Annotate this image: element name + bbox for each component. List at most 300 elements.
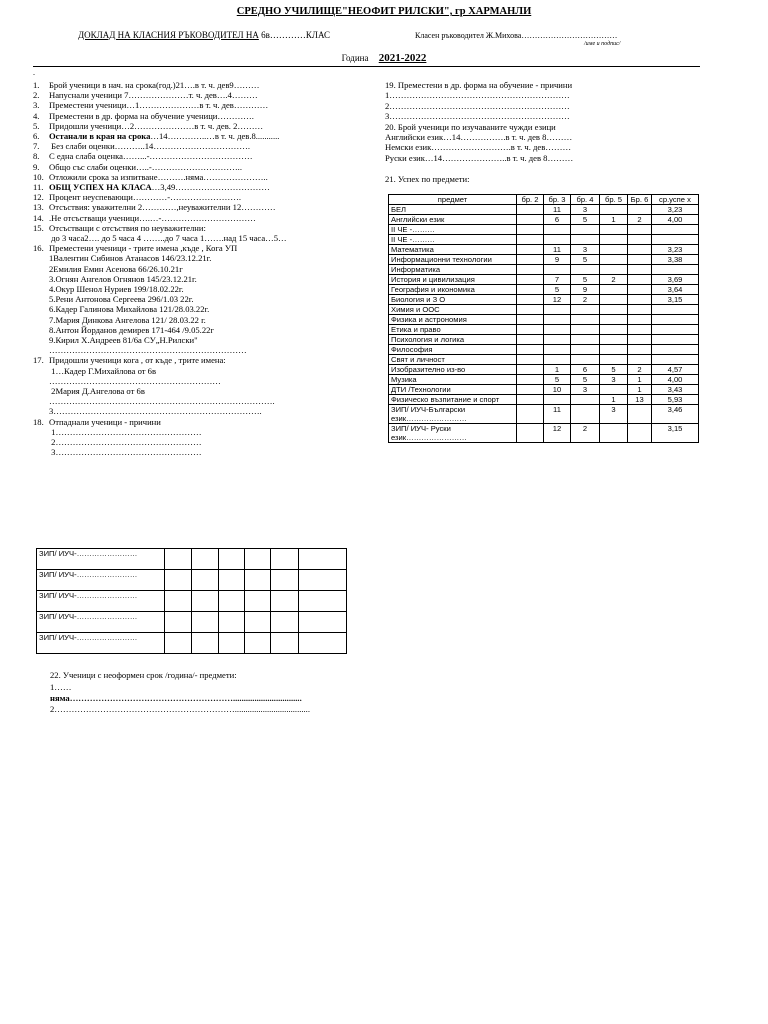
subject-value-cell [517,345,544,355]
subject-value-cell [628,205,652,215]
subject-value-cell [652,225,699,235]
subject-value-cell: 3 [600,375,628,385]
item-text: Общо със слаби оценки…..-………………………….. [49,161,242,172]
item-bold-label: ОБЩ УСПЕХ НА КЛАСА [49,182,152,192]
year-label: Година [341,53,369,63]
report-item-14 [33,213,256,223]
subject-name-cell: Музика [389,375,517,385]
report-item-1 [33,80,259,90]
item-text: Придошли ученици…2…………………в т. ч. дев. 2……… [49,120,264,131]
report-item-24 [33,315,206,325]
item-bold-label: Останали в края на срока [49,131,151,141]
zip-empty-cell [192,549,219,570]
subject-value-cell [517,305,544,315]
subject-value-cell: 3 [571,245,600,255]
subject-value-cell [517,365,544,375]
zip-empty-cell [165,612,192,633]
item-text: С една слаба оценка……...-……………………………… [49,151,253,162]
zip-empty-cell [165,591,192,612]
subject-value-cell [544,395,571,405]
subject-value-cell: 7 [544,275,571,285]
class-teacher: Класен ръководител Ж.Михова……………………………… [415,31,618,40]
subject-value-cell: 3,46 [652,405,699,424]
subject-value-cell: 4,57 [652,365,699,375]
report-item-28 [33,355,226,365]
subject-name-cell: Математика [389,245,517,255]
subject-value-cell [652,325,699,335]
zip-empty-cell [299,633,347,654]
subject-row [389,275,699,285]
subject-value-cell [628,325,652,335]
zip-empty-cell [271,591,299,612]
subject-value-cell [600,424,628,443]
report-item-20 [33,274,197,284]
item-number: 16. [33,243,44,254]
subject-value-cell: 1 [544,365,571,375]
subject-value-cell [517,265,544,275]
right-item-1: 19. Преместени в др. форма на обучение - причини [385,80,573,90]
subject-header-cell: бр. 4 [571,195,600,205]
subject-value-cell [628,235,652,245]
subject-value-cell [517,215,544,225]
subject-row [389,205,699,215]
year-value: 2021-2022 [378,52,427,64]
report-item-9 [33,162,242,172]
subject-value-cell [571,235,600,245]
subject-value-cell [517,385,544,395]
report-item-21 [33,284,184,294]
subject-value-cell [544,235,571,245]
item-text: …3,49…………………………… [151,182,270,192]
subject-success-table [388,194,699,443]
subject-value-cell: 3,15 [652,295,699,305]
zip-row [37,549,347,570]
report-label: ДОКЛАД НА КЛАСНИЯ РЪКОВОДИТЕЛ НА [78,30,259,40]
section-22-line-2: няма…………………………………………………................................ [50,693,302,703]
report-item-34 [33,417,161,427]
item-text: …14…………..…в т. ч. дев.8........... [150,131,280,141]
subject-name-cell: ЗИП/ ИУЧ- Руски език…………………… [389,424,517,443]
zip-empty-cell [271,612,299,633]
report-item-8 [33,151,253,161]
subject-value-cell [600,325,628,335]
right-item-2: 1……………………………………………………… [385,90,570,101]
subject-value-cell: 13 [628,395,652,405]
subject-name-cell: II ЧЕ -……… [389,225,517,235]
subject-value-cell [544,325,571,335]
subject-value-cell [571,315,600,325]
subject-value-cell [517,335,544,345]
item-number: 2. [33,90,40,101]
subject-value-cell: 12 [544,295,571,305]
subject-value-cell [544,225,571,235]
subject-header-cell: бр. 5 [600,195,628,205]
zip-empty-cell [299,549,347,570]
item-text: 2Емилия Емин Асенова 66/26.10.21г [49,263,183,274]
zip-empty-cell [245,633,271,654]
item-number: 5. [33,120,40,131]
subject-value-cell [571,335,600,345]
subject-value-cell: 6 [544,215,571,225]
report-item-3 [33,100,268,110]
subject-row [389,315,699,325]
subject-value-cell [517,315,544,325]
subject-value-cell: 11 [544,205,571,215]
subject-name-cell: Биология и З О [389,295,517,305]
zip-empty-cell [219,570,245,591]
report-item-10 [33,172,268,182]
divider [33,66,700,67]
subject-value-cell [571,325,600,335]
subject-value-cell [600,385,628,395]
subject-value-cell: 3,43 [652,385,699,395]
subject-value-cell: 10 [544,385,571,395]
item-text: 1Валентин Сибинов Атанасов 146/23.12.21г. [49,253,212,264]
subject-name-cell: Философия [389,345,517,355]
zip-empty-cell [192,612,219,633]
subject-row [389,325,699,335]
subject-row [389,265,699,275]
report-item-15 [33,223,206,233]
zip-row [37,612,347,633]
subject-row [389,335,699,345]
subject-value-cell [600,225,628,235]
subject-value-cell [628,255,652,265]
subject-name-cell: История и цивилизация [389,275,517,285]
subject-header-cell: предмет [389,195,517,205]
subject-value-cell [628,315,652,325]
item-text: Напуснали ученици 7…………………т. ч. дев….4……… [49,90,258,101]
zip-empty-cell [271,549,299,570]
subject-value-cell [571,355,600,365]
subject-row [389,255,699,265]
report-item-22 [33,294,193,304]
report-item-16 [33,233,287,243]
subject-header-cell: бр. 2 [517,195,544,205]
right-item-4: 3……………………………………………………… [385,111,570,122]
subject-value-cell [517,375,544,385]
subject-row [389,225,699,235]
subject-value-cell [600,315,628,325]
subject-value-cell: 4,00 [652,215,699,225]
subject-value-cell [517,395,544,405]
zip-subjects-table [36,548,347,654]
subject-value-cell: 6 [571,365,600,375]
subject-value-cell [652,335,699,345]
zip-subject-cell: ЗИП/ ИУЧ-…………………… [37,570,165,591]
subject-value-cell [544,355,571,365]
subject-value-cell [517,255,544,265]
item-text: 2…………………………………………… [49,437,202,447]
subject-value-cell: 2 [628,365,652,375]
zip-empty-cell [165,570,192,591]
subject-value-cell [628,424,652,443]
item-text: Брой ученици в нач. на срока(год.)21….в т. ч. дев9……… [49,80,260,90]
subject-value-cell [600,285,628,295]
subject-value-cell [571,265,600,275]
subject-value-cell: 5 [571,375,600,385]
subject-value-cell: 5 [600,365,628,375]
item-text: 5.Рени Антонова Сергеева 296/1.03 22г. [49,294,194,305]
subject-value-cell [544,335,571,345]
zip-row [37,570,347,591]
subject-value-cell [600,295,628,305]
subject-value-cell [600,345,628,355]
subject-value-cell: 9 [544,255,571,265]
report-item-13 [33,202,276,212]
subject-value-cell: 3 [600,405,628,424]
subject-header-cell: Бр. 6 [628,195,652,205]
subject-row [389,305,699,315]
item-text: 7.Мария Динкова Ангелова 121/ 28.03.22 г. [49,314,206,325]
subject-value-cell: 3,69 [652,275,699,285]
subject-value-cell [517,285,544,295]
right-item-5: 20. Брой ученици по изучаваните чужди езици [385,121,556,132]
subject-value-cell: 2 [600,275,628,285]
subject-name-cell: Физика и астрономия [389,315,517,325]
subject-name-cell: ДТИ /Технологии [389,385,517,395]
item-text: Процент неуспевающи…………-……………………. [49,192,241,203]
subject-name-cell: ЗИП/ ИУЧ-Български език…………………… [389,405,517,424]
subject-value-cell [628,295,652,305]
report-item-29 [33,366,156,376]
subject-value-cell [600,305,628,315]
subject-value-cell: 3,38 [652,255,699,265]
item-number: 8. [33,151,40,162]
report-item-2 [33,90,258,100]
section-22-title: 22. Ученици с неоформен срок /година/- предмети: [50,670,237,680]
subject-value-cell [517,295,544,305]
report-item-11 [33,182,270,192]
item-text: Отсъстващи с отсъствия по неуважителни: [49,222,206,233]
right-item-10: 21. Успех по предмети: [385,173,470,184]
subject-name-cell: II ЧЕ -……… [389,235,517,245]
subject-row [389,355,699,365]
report-item-25 [33,325,214,335]
report-item-32 [33,396,275,406]
subject-value-cell [628,355,652,365]
report-item-4 [33,111,254,121]
subject-name-cell: БЕЛ [389,205,517,215]
subject-value-cell: 1 [628,375,652,385]
item-text: 1…………………………………………… [49,426,202,437]
subject-value-cell: 9 [571,285,600,295]
item-text: до 3 часа2…. до 5 часа 4 ……..до 7 часа 1…….над 15 часа…5… [49,233,287,243]
subject-value-cell [628,335,652,345]
subject-value-cell: 5 [544,375,571,385]
item-text: Преместени ученици - трите имена ,къде , Кога УП [49,243,238,254]
item-text: 6.Кадер Галинова Михайлова 121/28.03.22г. [49,304,210,315]
subject-value-cell: 3,15 [652,424,699,443]
subject-value-cell [628,265,652,275]
item-number: 18. [33,416,44,427]
report-item-26 [33,335,198,345]
subject-row [389,285,699,295]
zip-empty-cell [299,612,347,633]
subject-value-cell: 5 [571,215,600,225]
subject-value-cell: 3 [571,385,600,395]
subject-value-cell [517,355,544,365]
subject-value-cell [652,235,699,245]
subject-row [389,295,699,305]
zip-empty-cell [192,591,219,612]
report-item-17 [33,243,237,253]
subject-name-cell: Физическо възпитание и спорт [389,395,517,405]
zip-subject-cell: ЗИП/ ИУЧ-…………………… [37,612,165,633]
class-prefix: 6в [261,30,270,40]
subject-row [389,235,699,245]
subject-row [389,375,699,385]
subject-value-cell [544,305,571,315]
report-item-30 [33,376,221,386]
item-text: 9.Кирил Х.Андреев 81/6а СУ„Н.Рилски" [49,335,198,345]
subject-value-cell [628,305,652,315]
subject-row [389,424,699,443]
report-item-19 [33,264,183,274]
subject-name-cell: Изобразително из-во [389,365,517,375]
subject-name-cell: Информационни технологии [389,255,517,265]
class-suffix: …………КЛАС [269,30,331,40]
report-item-35 [33,427,202,437]
item-text: Придошли ученици кога , от къде , трите имена: [49,355,226,366]
subject-value-cell [517,325,544,335]
item-text: 3.Огнян Ангелов Огнянов 145/23.12.21г. [49,273,197,284]
stray-dot: . [33,68,35,77]
subject-value-cell [628,285,652,295]
subject-name-cell: Психология и логика [389,335,517,345]
subject-header-cell: ср.успе х [652,195,699,205]
zip-empty-cell [299,591,347,612]
right-item-7: Немски език……………………….в т. ч. дев……… [385,142,572,153]
subject-value-cell [517,225,544,235]
subject-value-cell [600,255,628,265]
zip-empty-cell [271,570,299,591]
signature-note: /име и подпис/ [584,41,621,47]
item-number: 17. [33,355,44,366]
right-item-3: 2……………………………………………………… [385,100,570,111]
report-item-36 [33,437,202,447]
zip-subject-cell: ЗИП/ ИУЧ-…………………… [37,591,165,612]
subject-value-cell: 2 [571,424,600,443]
item-number: 7. [33,141,40,152]
subject-value-cell [652,355,699,365]
zip-subject-cell: ЗИП/ ИУЧ-…………………… [37,549,165,570]
subject-value-cell: 3,23 [652,245,699,255]
subject-value-cell [652,345,699,355]
item-text: 2Мария Д.Ангелова от 6в [49,386,145,396]
subject-value-cell: 3,64 [652,285,699,295]
zip-empty-cell [245,612,271,633]
subject-value-cell [544,345,571,355]
subject-row [389,395,699,405]
subject-row [389,365,699,375]
zip-empty-cell [192,633,219,654]
item-text: Отложили срока за изпитване……….няма………………….. [49,171,268,182]
zip-empty-cell [165,633,192,654]
zip-empty-cell [219,633,245,654]
item-number: 3. [33,100,40,111]
zip-empty-cell [192,570,219,591]
subject-name-cell: География и икономика [389,285,517,295]
item-text: Преместени ученици…1…………………в т. ч. дев………… [49,100,269,111]
item-text: 3………………………………………………………………. [49,406,262,417]
subject-row [389,215,699,225]
zip-empty-cell [245,570,271,591]
subject-value-cell [517,245,544,255]
item-number: 11. [33,182,44,192]
report-item-33 [33,406,262,416]
subject-value-cell [571,405,600,424]
subject-value-cell [571,225,600,235]
zip-row [37,633,347,654]
subject-value-cell [628,225,652,235]
zip-subject-cell: ЗИП/ ИУЧ-…………………… [37,633,165,654]
subject-name-cell: Информатика [389,265,517,275]
item-text: …………………………………………………………… [49,345,247,356]
zip-empty-cell [271,633,299,654]
subject-value-cell [628,275,652,285]
report-item-5 [33,121,263,131]
subject-row [389,245,699,255]
subject-value-cell [517,275,544,285]
subject-value-cell: 3,23 [652,205,699,215]
report-item-7 [33,141,250,151]
zip-empty-cell [245,591,271,612]
report-item-37 [33,447,202,457]
item-text: 1…Кадер Г.Михайлова от 6в [49,365,157,376]
subject-value-cell: 5,93 [652,395,699,405]
right-item-8: Руски език…14…………………..в т. ч. дев 8……… [385,152,574,163]
right-item-6: Английски език…14…………….в т. ч. дев 8……… [385,132,573,142]
item-number: 1. [33,80,40,90]
subject-value-cell [517,424,544,443]
subject-value-cell: 5 [571,255,600,265]
subject-value-cell: 1 [600,395,628,405]
subject-value-cell: 3 [571,205,600,215]
subject-value-cell: 5 [571,275,600,285]
school-year [0,52,768,64]
zip-empty-cell [165,549,192,570]
subject-row [389,405,699,424]
item-text: 3…………………………………………… [49,447,202,458]
subject-table-header [389,195,699,205]
item-text: 8.Антон Йорданов демирев 171-464 /9.05.22г [49,324,214,335]
subject-value-cell [571,305,600,315]
item-number: 4. [33,110,40,121]
subject-name-cell: Химия и ООС [389,305,517,315]
subject-value-cell: 11 [544,245,571,255]
subject-value-cell [517,405,544,424]
item-text: ……………………………………………………………………. [49,396,275,407]
report-heading [78,30,330,40]
subject-value-cell: 4,00 [652,375,699,385]
subject-value-cell [600,355,628,365]
zip-row [37,591,347,612]
subject-value-cell [544,315,571,325]
subject-value-cell [628,345,652,355]
zip-empty-cell [245,549,271,570]
item-number: 12. [33,192,44,203]
subject-value-cell [652,265,699,275]
subject-value-cell [600,245,628,255]
subject-value-cell [628,405,652,424]
zip-empty-cell [219,549,245,570]
subject-value-cell: 11 [544,405,571,424]
subject-row [389,385,699,395]
item-number: 14. [33,212,44,223]
report-item-27 [33,345,247,355]
subject-value-cell: 2 [628,215,652,225]
